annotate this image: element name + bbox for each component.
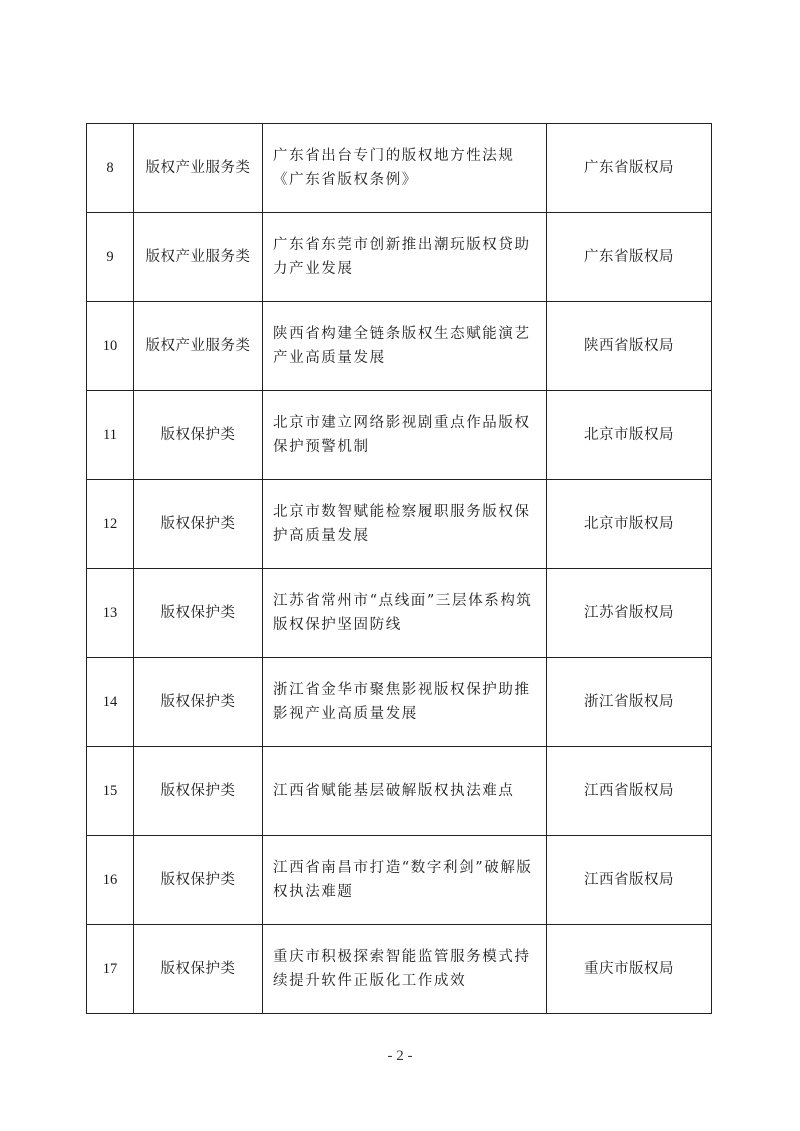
row-category: 版权产业服务类 bbox=[134, 302, 263, 391]
row-number: 17 bbox=[87, 925, 134, 1014]
row-category: 版权保护类 bbox=[134, 480, 263, 569]
case-table bbox=[86, 123, 712, 1014]
row-unit: 江苏省版权局 bbox=[547, 569, 712, 658]
row-title: 江西省南昌市打造“数字利剑”破解版权执法难题 bbox=[263, 836, 547, 925]
row-number: 9 bbox=[87, 213, 134, 302]
row-number: 12 bbox=[87, 480, 134, 569]
row-title: 江西省赋能基层破解版权执法难点 bbox=[263, 747, 547, 836]
row-category: 版权保护类 bbox=[134, 658, 263, 747]
row-title: 北京市建立网络影视剧重点作品版权保护预警机制 bbox=[263, 391, 547, 480]
row-unit: 北京市版权局 bbox=[547, 391, 712, 480]
row-number: 8 bbox=[87, 124, 134, 213]
table-row bbox=[87, 124, 712, 213]
row-category: 版权保护类 bbox=[134, 925, 263, 1014]
table-row bbox=[87, 213, 712, 302]
page-number: - 2 - bbox=[387, 1048, 413, 1064]
table-row bbox=[87, 391, 712, 480]
row-number: 13 bbox=[87, 569, 134, 658]
row-category: 版权保护类 bbox=[134, 747, 263, 836]
table-row bbox=[87, 658, 712, 747]
row-category: 版权保护类 bbox=[134, 569, 263, 658]
row-unit: 北京市版权局 bbox=[547, 480, 712, 569]
row-unit: 江西省版权局 bbox=[547, 836, 712, 925]
row-title: 陕西省构建全链条版权生态赋能演艺产业高质量发展 bbox=[263, 302, 547, 391]
row-category: 版权保护类 bbox=[134, 391, 263, 480]
row-number: 10 bbox=[87, 302, 134, 391]
row-unit: 浙江省版权局 bbox=[547, 658, 712, 747]
table-row bbox=[87, 747, 712, 836]
row-unit: 广东省版权局 bbox=[547, 213, 712, 302]
table-row bbox=[87, 480, 712, 569]
row-category: 版权保护类 bbox=[134, 836, 263, 925]
row-number: 11 bbox=[87, 391, 134, 480]
table-row bbox=[87, 836, 712, 925]
row-unit: 江西省版权局 bbox=[547, 747, 712, 836]
table-row bbox=[87, 569, 712, 658]
row-number: 16 bbox=[87, 836, 134, 925]
row-title: 重庆市积极探索智能监管服务模式持续提升软件正版化工作成效 bbox=[263, 925, 547, 1014]
row-unit: 重庆市版权局 bbox=[547, 925, 712, 1014]
row-title: 江苏省常州市“点线面”三层体系构筑版权保护坚固防线 bbox=[263, 569, 547, 658]
row-unit: 广东省版权局 bbox=[547, 124, 712, 213]
row-number: 15 bbox=[87, 747, 134, 836]
row-title: 浙江省金华市聚焦影视版权保护助推影视产业高质量发展 bbox=[263, 658, 547, 747]
row-unit: 陕西省版权局 bbox=[547, 302, 712, 391]
row-title: 广东省东莞市创新推出潮玩版权贷助力产业发展 bbox=[263, 213, 547, 302]
row-category: 版权产业服务类 bbox=[134, 213, 263, 302]
row-category: 版权产业服务类 bbox=[134, 124, 263, 213]
row-number: 14 bbox=[87, 658, 134, 747]
row-title: 北京市数智赋能检察履职服务版权保护高质量发展 bbox=[263, 480, 547, 569]
row-title: 广东省出台专门的版权地方性法规《广东省版权条例》 bbox=[263, 124, 547, 213]
table-row bbox=[87, 302, 712, 391]
table-row bbox=[87, 925, 712, 1014]
